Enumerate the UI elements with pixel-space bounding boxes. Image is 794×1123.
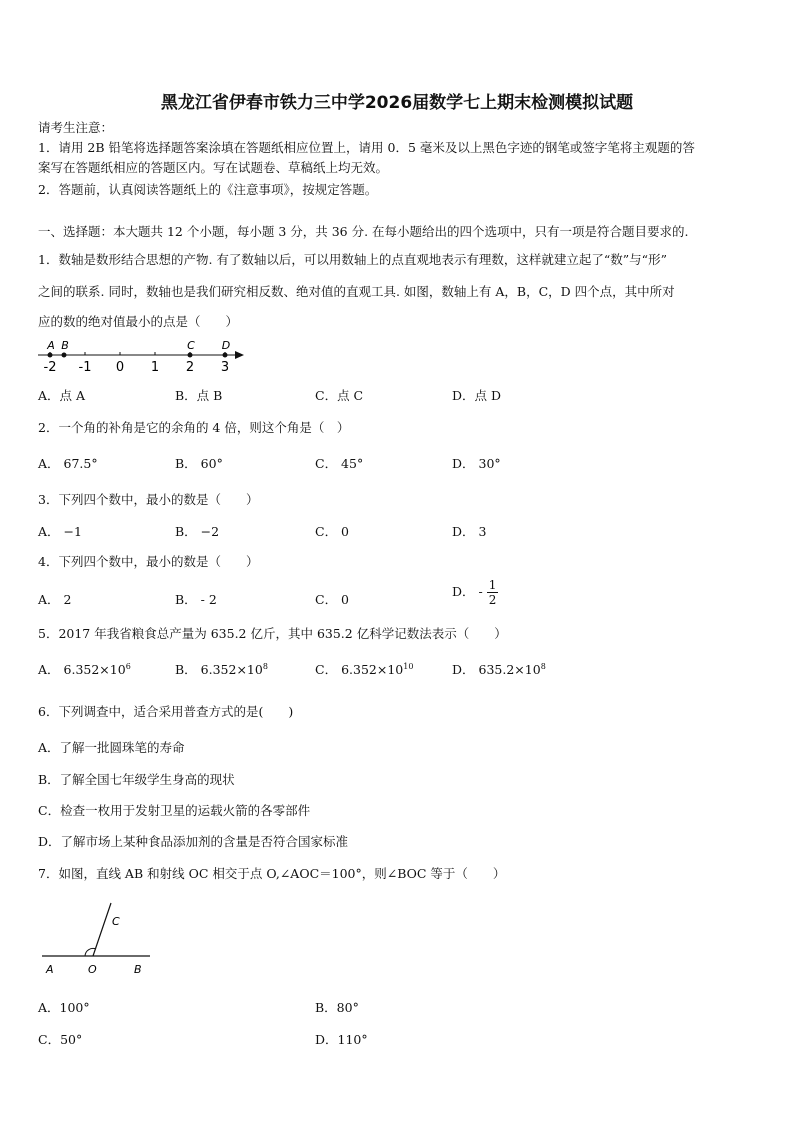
number-line-arrow [235, 351, 244, 359]
q1-option-d[interactable]: D．点 D [452, 388, 502, 403]
q2-option-d[interactable]: D． 30° [452, 456, 501, 471]
number-line-point-label: B [61, 339, 69, 352]
number-line-point-label: A [47, 339, 55, 352]
q1-option-c[interactable]: C．点 C [315, 388, 364, 403]
number-line-point [48, 353, 53, 358]
number-line-point [188, 353, 193, 358]
number-line-figure [34, 334, 254, 374]
number-line-tick-label: -1 [78, 360, 92, 374]
number-line-tick-label: 1 [150, 360, 160, 374]
number-line-point [62, 353, 67, 358]
q5-option-b[interactable] [175, 660, 268, 678]
q2-option-a[interactable]: A． 67.5° [38, 456, 98, 471]
sci-base: 6.352×10 [341, 662, 404, 677]
option-label: C． [315, 662, 338, 677]
fraction-numerator: 1 [488, 578, 497, 592]
point-label-b: B [134, 963, 142, 976]
section-heading: 一、选择题：本大题共 12 个小题，每小题 3 分，共 36 分. 在每小题给出的四个选项中，只有一项是符合题目要求的. [38, 224, 689, 239]
q7-stem: 7．如图，直线 AB 和射线 OC 相交于点 O,∠AOC＝100°，则∠BOC 等于（ ） [38, 866, 506, 881]
q3-stem: 3．下列四个数中，最小的数是（ ） [38, 492, 259, 507]
number-line-tick-label: 0 [115, 360, 125, 374]
sci-exponent: 10 [403, 661, 414, 671]
notice-item-2: 2．答题前，认真阅读答题纸上的《注意事项》，按规定答题。 [38, 182, 378, 197]
q4-stem: 4．下列四个数中，最小的数是（ ） [38, 554, 259, 569]
q4-option-b[interactable]: B． - 2 [175, 592, 217, 607]
point-label-o: O [88, 963, 97, 976]
point-label-a: A [46, 963, 54, 976]
q7-option-b[interactable]: B．80° [315, 1000, 359, 1015]
q3-option-d[interactable]: D． 3 [452, 524, 487, 539]
ray-oc [93, 903, 111, 956]
fraction [487, 578, 499, 607]
q3-option-a[interactable]: A． −1 [38, 524, 82, 539]
notice-item-1-line-1: 1．请用 2B 铅笔将选择题答案涂填在答题纸相应位置上，请用 0．5 毫米及以上黑色字迹的钢笔或签字笔将主观题的答 [38, 140, 695, 155]
notice-item-1-line-2: 案写在答题纸相应的答题区内。写在试题卷、草稿纸上均无效。 [38, 160, 389, 175]
notice-heading: 请考生注意： [38, 120, 114, 135]
number-line-point-label: D [221, 339, 231, 352]
q1-line-2: 之间的联系. 同时，数轴也是我们研究相反数、绝对值的直观工具. 如图，数轴上有 A，B，C，D 四个点，其中所对 [38, 284, 675, 299]
q1-line-1: 1．数轴是数形结合思想的产物. 有了数轴以后，可以用数轴上的点直观地表示有理数，这样就建立起了“数”与“形” [38, 252, 667, 267]
option-label: D． [452, 662, 475, 677]
q7-option-d[interactable]: D．110° [315, 1032, 368, 1047]
q4-option-c[interactable]: C． 0 [315, 592, 349, 607]
q4-option-d[interactable] [452, 578, 498, 607]
number-line-tick-label: -2 [43, 360, 57, 374]
q6-option-d[interactable]: D．了解市场上某种食品添加剂的含量是否符合国家标准 [38, 834, 349, 849]
q2-stem: 2．一个角的补角是它的余角的 4 倍，则这个角是（ ） [38, 420, 350, 435]
sci-exponent: 8 [262, 661, 268, 671]
q5-option-a[interactable] [38, 660, 131, 678]
option-label: A． [38, 662, 60, 677]
sci-base: 6.352×10 [200, 662, 263, 677]
q6-option-c[interactable]: C．检查一枚用于发射卫星的运载火箭的各零部件 [38, 803, 311, 818]
sci-base: 6.352×10 [63, 662, 126, 677]
q2-option-b[interactable]: B． 60° [175, 456, 223, 471]
q6-stem: 6．下列调查中，适合采用普查方式的是( ) [38, 704, 294, 719]
sci-exponent: 6 [125, 661, 131, 671]
number-line-tick-label: 3 [220, 360, 230, 374]
q7-option-a[interactable]: A．100° [38, 1000, 90, 1015]
q3-option-c[interactable]: C． 0 [315, 524, 349, 539]
q1-line-3: 应的数的绝对值最小的点是（ ） [38, 314, 239, 329]
q4-option-a[interactable]: A． 2 [38, 592, 72, 607]
option-label: B． [175, 662, 197, 677]
sci-exponent: 8 [540, 661, 546, 671]
number-line-point-label: C [187, 339, 195, 352]
q5-option-c[interactable] [315, 660, 413, 678]
q2-option-c[interactable]: C． 45° [315, 456, 364, 471]
number-line-point [223, 353, 228, 358]
q1-option-a[interactable]: A．点 A [38, 388, 86, 403]
q6-option-a[interactable]: A．了解一批圆珠笔的寿命 [38, 740, 185, 755]
q7-option-c[interactable]: C．50° [38, 1032, 83, 1047]
q5-option-d[interactable] [452, 660, 546, 678]
point-label-c: C [112, 915, 120, 928]
q4-option-d-prefix: D． - [452, 584, 483, 599]
q5-stem: 5．2017 年我省粮食总产量为 635.2 亿斤，其中 635.2 亿科学记数法表示（ ） [38, 626, 507, 641]
angle-figure [38, 893, 168, 983]
page-title: 黑龙江省伊春市铁力三中学2026届数学七上期末检测模拟试题 [160, 93, 634, 113]
number-line-tick-label: 2 [185, 360, 195, 374]
q6-option-b[interactable]: B．了解全国七年级学生身高的现状 [38, 772, 235, 787]
q1-option-b[interactable]: B．点 B [175, 388, 223, 403]
q3-option-b[interactable]: B． −2 [175, 524, 220, 539]
fraction-denominator: 2 [488, 593, 497, 607]
sci-base: 635.2×10 [478, 662, 541, 677]
